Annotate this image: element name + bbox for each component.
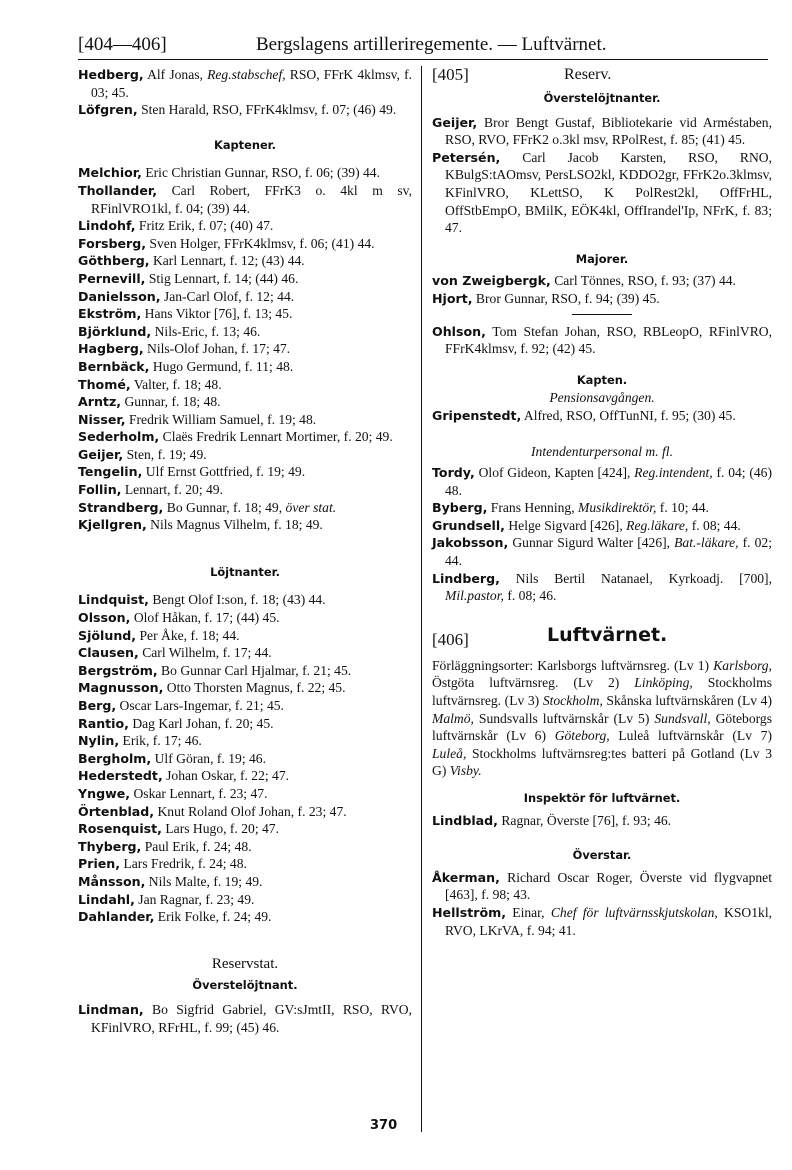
entry-text: Paul Erik, f. 24; 48.: [141, 838, 252, 854]
entry-surname: Geijer,: [432, 114, 478, 130]
entry-surname: Löfgren,: [78, 102, 138, 118]
entry: [432, 149, 772, 237]
entry-text: Per Åke, f. 18; 44.: [136, 627, 240, 643]
entry-surname: Sederholm,: [78, 429, 160, 445]
entry: [78, 217, 412, 235]
entry-text: Bengt Olof I:son, f. 18; (43) 44.: [148, 592, 326, 608]
entry-text: Sten Harald, RSO, FFrK4klmsv, f. 07; (46) 49.: [137, 102, 397, 118]
section-title: Majorer.: [575, 251, 629, 266]
page-number: 370: [370, 1118, 398, 1133]
entry-title: över stat.: [285, 499, 337, 515]
entry: [432, 272, 772, 290]
entry-text: Einar,: [506, 904, 551, 920]
entry: [78, 323, 412, 341]
paragraph-segment: Sundsvalls luftvärnskår (Lv 5): [473, 710, 655, 726]
entry-list: [432, 323, 772, 358]
entry-text: Ulf Ernst Gottfried, f. 19; 49.: [142, 464, 306, 480]
entry-surname: Prien,: [78, 856, 121, 872]
entry: [78, 164, 412, 182]
entry-surname: Dahlander,: [78, 909, 155, 925]
paragraph-segment: Luleå luftvärnskår (Lv 7): [609, 728, 772, 744]
entry-surname: Hjort,: [432, 290, 473, 306]
entry-list: [432, 869, 772, 939]
entry-text: Dag Karl Johan, f. 20; 45.: [128, 715, 274, 731]
entry: [78, 252, 412, 270]
entry-text: Valter, f. 18; 48.: [130, 376, 222, 392]
entry: [78, 591, 412, 609]
entry-list: [432, 272, 772, 307]
entry-text: Erik, f. 17; 46.: [119, 733, 202, 749]
entry-list: [432, 407, 772, 425]
entry: [78, 463, 412, 481]
entry-text: Olof Gideon, Kapten [424],: [474, 465, 635, 481]
entry-surname: Göthberg,: [78, 253, 150, 269]
entry-text: Fritz Erik, f. 07; (40) 47.: [135, 218, 274, 234]
entry-surname: Lindahl,: [78, 891, 135, 907]
entry: [432, 534, 772, 569]
entry-title: Bat.-läkare,: [674, 535, 739, 551]
entry-surname: Byberg,: [432, 500, 488, 516]
entry-text: Oskar Lennart, f. 23; 47.: [130, 785, 268, 801]
entry-surname: Clausen,: [78, 645, 139, 661]
entry-surname: Magnusson,: [78, 680, 164, 696]
entry-surname: Berg,: [78, 698, 117, 713]
entry-text-rest: f. 08; 44.: [688, 517, 741, 533]
subsection-title: Intendenturpersonal m. fl.: [531, 443, 673, 459]
entry: [78, 235, 412, 253]
entry: [78, 767, 412, 785]
entry: [78, 270, 412, 288]
entry-surname: Olsson,: [78, 610, 131, 626]
entry: [78, 715, 412, 733]
entry-surname: Danielsson,: [78, 288, 161, 304]
entry: [78, 803, 412, 821]
entry-surname: Lindohf,: [78, 218, 136, 234]
entry: [78, 288, 412, 306]
entry: [78, 393, 412, 411]
entry-text: Fredrik William Samuel, f. 19; 48.: [125, 411, 317, 427]
entry-list: [78, 164, 412, 533]
entry-text: Olof Håkan, f. 17; (44) 45.: [130, 610, 280, 626]
paragraph-segment: Stockholm,: [542, 693, 603, 709]
entry: [78, 182, 412, 217]
entry: [432, 323, 772, 358]
entry-text-rest: KSO1kl, RVO, LKrVA, f. 94; 41.: [445, 904, 772, 938]
garrison-paragraph: [432, 657, 772, 780]
entry: [78, 820, 412, 838]
entry-text: Richard Oscar Roger, Överste vid flygvapnet [463], f. 98; 43.: [445, 869, 772, 903]
entry-surname: Thollander,: [78, 182, 158, 198]
entry-text-rest: f. 10; 44.: [656, 500, 709, 516]
entry-surname: Thyberg,: [78, 838, 142, 854]
entry: [432, 812, 772, 830]
entry-text: Knut Roland Olof Johan, f. 23; 47.: [154, 803, 347, 819]
section-number: [405]: [432, 65, 469, 84]
section-title: Överstelöjtnanter.: [543, 91, 661, 105]
entry: [78, 891, 412, 909]
entry-text: Tom Stefan Johan, RSO, RBLeopO, RFinlVRO, FFrK4klmsv, f. 92; (42) 45.: [445, 323, 772, 357]
entry-text: Bo Sigfrid Gabriel, GV:sJmtII, RSO, RVO, KFinlVRO, RFrHL, f. 99; (45) 46.: [91, 1001, 412, 1035]
section-number: [406]: [432, 629, 469, 649]
entry: [78, 627, 412, 645]
entry-text: Jan Ragnar, f. 23; 49.: [134, 891, 255, 907]
entry-text-rest: f. 08; 46.: [503, 588, 557, 604]
page-reference: [404—406]: [78, 34, 167, 55]
entry-list: [78, 591, 412, 925]
entry: [78, 732, 412, 750]
entry-surname: Sjölund,: [78, 627, 137, 643]
entry: [78, 662, 412, 680]
section-title: Kapten.: [576, 372, 628, 387]
running-title: Bergslagens artilleriregemente. — Luftvärnet.: [256, 34, 607, 55]
entry-surname: Melchior,: [78, 165, 142, 181]
entry: [432, 290, 772, 308]
entry: [78, 679, 412, 697]
entry-surname: Rosenquist,: [78, 821, 162, 837]
entry-text: Alfred, RSO, OffTunNI, f. 95; (30) 45.: [521, 407, 736, 423]
entry-list: [432, 812, 772, 830]
section-405-heading: [432, 66, 772, 88]
entry-surname: Nisser,: [78, 411, 126, 427]
entry-surname: Kjellgren,: [78, 517, 147, 533]
entry-list: [432, 464, 772, 605]
section-title: Inspektör för luftvärnet.: [523, 791, 681, 805]
entry: [78, 838, 412, 856]
entry-text: Lennart, f. 20; 49.: [121, 482, 224, 498]
entry-text: Oscar Lars-Ingemar, f. 21; 45.: [116, 698, 284, 713]
paragraph-segment: Karlsborg,: [713, 657, 772, 673]
header-rule: [78, 59, 768, 60]
entry-text: Erik Folke, f. 24; 49.: [154, 909, 272, 925]
entry-surname: Jakobsson,: [432, 535, 509, 551]
entry: [78, 376, 412, 394]
section-title: Löjtnanter.: [210, 564, 280, 579]
entry-text: Gunnar Sigurd Walter [426],: [508, 535, 675, 551]
paragraph-segment: Malmö,: [432, 710, 474, 726]
entry-text: Bo Gunnar, f. 18; 49,: [163, 499, 286, 515]
entry-surname: Gripenstedt,: [432, 407, 522, 423]
entry-surname: Åkerman,: [432, 869, 500, 885]
entry-surname: Ohlson,: [432, 323, 486, 339]
entry-surname: Örtenblad,: [78, 803, 155, 819]
section-title: Överstar.: [572, 848, 632, 863]
entry-surname: Lindman,: [78, 1001, 144, 1017]
entry-list: [432, 114, 772, 237]
left-column: [78, 66, 412, 1036]
entry-surname: Yngwe,: [78, 785, 131, 801]
entry-text: Carl Wilhelm, f. 17; 44.: [138, 645, 272, 661]
paragraph-segment: Linköping,: [634, 675, 693, 691]
entry-text: Lars Fredrik, f. 24; 48.: [120, 856, 247, 872]
entry-surname: Geijer,: [78, 446, 124, 462]
section-heading: Luftvärnet.: [547, 623, 668, 646]
entry-text-rest: f. 02; 44.: [445, 535, 772, 569]
entry: [78, 873, 412, 891]
paragraph-segment: Luleå,: [432, 745, 467, 761]
entry: [432, 407, 772, 425]
subsection-title: Pensionsavgången.: [549, 390, 655, 406]
entry-text: Hans Viktor [76], f. 13; 45.: [141, 306, 293, 322]
paragraph-segment: Skånska luftvärnskåren (Lv 4): [602, 693, 772, 709]
entry: [78, 644, 412, 662]
paragraph-segment: Visby.: [449, 763, 482, 779]
entry-surname: Månsson,: [78, 873, 146, 889]
entry-surname: Hellström,: [432, 904, 507, 920]
entry: [78, 516, 412, 534]
entry-text: Sten, f. 19; 49.: [123, 446, 207, 462]
running-header: [78, 30, 768, 60]
entry-text-rest: f. 04; (46) 48.: [445, 465, 772, 498]
entry-surname: Arntz,: [78, 394, 122, 410]
entry: [432, 904, 772, 939]
entry: [78, 609, 412, 627]
entry-surname: Bernbäck,: [78, 358, 150, 374]
entry-surname: Hagberg,: [78, 341, 144, 357]
entry-surname: von Zweigbergk,: [432, 273, 551, 289]
entry-list: [78, 1001, 412, 1036]
entry-surname: Rantio,: [78, 715, 129, 731]
entry: [78, 411, 412, 429]
entry-surname: Bergholm,: [78, 750, 152, 766]
paragraph-segment: Östgöta luftvärnsreg. (Lv 2): [432, 675, 635, 691]
entry-list: [78, 66, 412, 119]
entry-surname: Lindberg,: [432, 570, 500, 586]
column-divider: [421, 66, 422, 1132]
entry: [432, 517, 772, 535]
entry-text: Carl Jacob Karsten, RSO, RNO, KBulgS:tAOmsv, PersLSO2kl, KDDO2gr, FFrK2o.3klmsv, KFinlVRO, KLettSO, K PolRest2kl, OffFrHL, OffStbEmpO, BMilK, EÖK4kl, OffIrandel'Ip, NFrK, f. 83; 47.: [445, 149, 772, 236]
entry-surname: Tordy,: [432, 465, 475, 481]
entry-surname: Björklund,: [78, 323, 152, 339]
entry-text: Helge Sigvard [426],: [504, 517, 627, 533]
entry-text: Hugo Germund, f. 11; 48.: [149, 358, 294, 374]
entry: [78, 785, 412, 803]
entry: [78, 305, 412, 323]
entry: [432, 464, 772, 499]
section-406-heading: [432, 623, 772, 657]
entry-title: Chef för luftvärnsskjutskolan,: [550, 904, 718, 920]
entry-surname: Ekström,: [78, 306, 142, 322]
entry-surname: Bergström,: [78, 662, 158, 678]
right-column: [432, 66, 772, 939]
entry-surname: Lindquist,: [78, 592, 149, 608]
entry-surname: Hedberg,: [78, 67, 144, 82]
section-title: Kaptener.: [214, 137, 276, 152]
section-title: Överstelöjtnant.: [192, 978, 298, 993]
section-title: Reservstat.: [211, 955, 279, 972]
paragraph-segment: Förläggningsorter: Karlsborgs luftvärnsreg. (Lv 1): [432, 657, 714, 673]
entry: [78, 446, 412, 464]
entry: [78, 66, 412, 101]
entry-text: Nils Malte, f. 19; 49.: [145, 873, 263, 889]
entry-text: Nils-Olof Johan, f. 17; 47.: [143, 341, 291, 357]
entry-text: Ragnar, Överste [76], f. 93; 46.: [497, 812, 672, 828]
entry: [432, 114, 772, 149]
entry-text: Bo Gunnar Carl Hjalmar, f. 21; 45.: [157, 662, 352, 678]
entry-title: Mil.pastor,: [445, 588, 504, 604]
entry-surname: Forsberg,: [78, 235, 147, 251]
entry: [78, 481, 412, 499]
entry: [432, 570, 772, 605]
entry: [78, 697, 412, 715]
entry-text: Bror Bengt Gustaf, Bibliotekarie vid Arméstaben, RSO, RVO, FFrK2 o.3kl msv, RPolRest, f. 85; (41) 45.: [445, 114, 772, 148]
entry-text: Carl Robert, FFrK3 o. 4kl m sv, RFinlVRO1kl, f. 04; (39) 44.: [91, 182, 412, 216]
entry-text: Ulf Göran, f. 19; 46.: [151, 750, 266, 766]
entry-surname: Tengelin,: [78, 464, 143, 480]
entry-surname: Lindblad,: [432, 812, 498, 828]
entry-surname: Petersén,: [432, 149, 501, 165]
entry-text: Johan Oskar, f. 22; 47.: [162, 768, 290, 784]
entry: [78, 340, 412, 358]
entry-surname: Thomé,: [78, 376, 131, 392]
entry-text: Claës Fredrik Lennart Mortimer, f. 20; 49.: [159, 429, 393, 445]
entry-text: Otto Thorsten Magnus, f. 22; 45.: [163, 680, 346, 696]
entry-text: Alf Jonas,: [143, 67, 208, 82]
entry: [78, 358, 412, 376]
entry-surname: Hederstedt,: [78, 768, 163, 784]
entry-surname: Follin,: [78, 482, 122, 498]
entry: [78, 428, 412, 446]
entry-text: Karl Lennart, f. 12; (43) 44.: [149, 253, 305, 269]
entry-text: Stig Lennart, f. 14; (44) 46.: [145, 270, 299, 286]
entry-title: Reg.stabschef,: [207, 67, 286, 82]
entry: [432, 499, 772, 517]
entry: [78, 908, 412, 926]
entry-surname: Grundsell,: [432, 517, 505, 533]
entry-text: Jan-Carl Olof, f. 12; 44.: [160, 288, 295, 304]
entry-text: Lars Hugo, f. 20; 47.: [161, 821, 279, 837]
entry: [78, 1001, 412, 1036]
entry: [432, 869, 772, 904]
entry: [78, 855, 412, 873]
entry-text: Eric Christian Gunnar, RSO, f. 06; (39) 44.: [141, 165, 381, 181]
entry-text: Sven Holger, FFrK4klmsv, f. 06; (41) 44.: [146, 235, 375, 251]
paragraph-segment: Stockholms luftvärnsreg. (Lv 3): [432, 675, 772, 709]
entry-text: Bror Gunnar, RSO, f. 94; (39) 45.: [472, 290, 660, 306]
entry: [78, 499, 412, 517]
entry-text: Nils-Eric, f. 13; 46.: [151, 323, 261, 339]
paragraph-segment: Göteborgs luftvärnskår (Lv 6): [432, 710, 772, 744]
divider: [572, 314, 632, 315]
entry-title: Reg.intendent,: [634, 465, 713, 481]
entry-title: Musikdirektör,: [578, 500, 657, 516]
section-heading: Reserv.: [564, 66, 612, 83]
entry-surname: Strandberg,: [78, 499, 164, 515]
paragraph-segment: Sundsvall,: [654, 710, 711, 726]
paragraph-segment: Stockholms luftvärnsreg:tes batteri på Gotland (Lv 3 G): [432, 745, 772, 779]
entry: [78, 750, 412, 768]
entry-surname: Pernevill,: [78, 270, 146, 286]
entry-text: Carl Tönnes, RSO, f. 93; (37) 44.: [550, 273, 736, 289]
entry-text: Nils Magnus Vilhelm, f. 18; 49.: [146, 517, 323, 533]
paragraph-segment: Göteborg,: [554, 728, 610, 744]
entry-text-rest: RSO, FFrK 4klmsv, f. 03; 45.: [91, 67, 412, 100]
entry-text: Frans Henning,: [487, 500, 578, 516]
entry-text: Gunnar, f. 18; 48.: [121, 394, 221, 410]
entry-surname: Nylin,: [78, 733, 120, 749]
entry: [78, 101, 412, 119]
entry-text: Nils Bertil Natanael, Kyrkoadj. [700],: [499, 570, 772, 586]
entry-title: Reg.läkare,: [626, 517, 689, 533]
